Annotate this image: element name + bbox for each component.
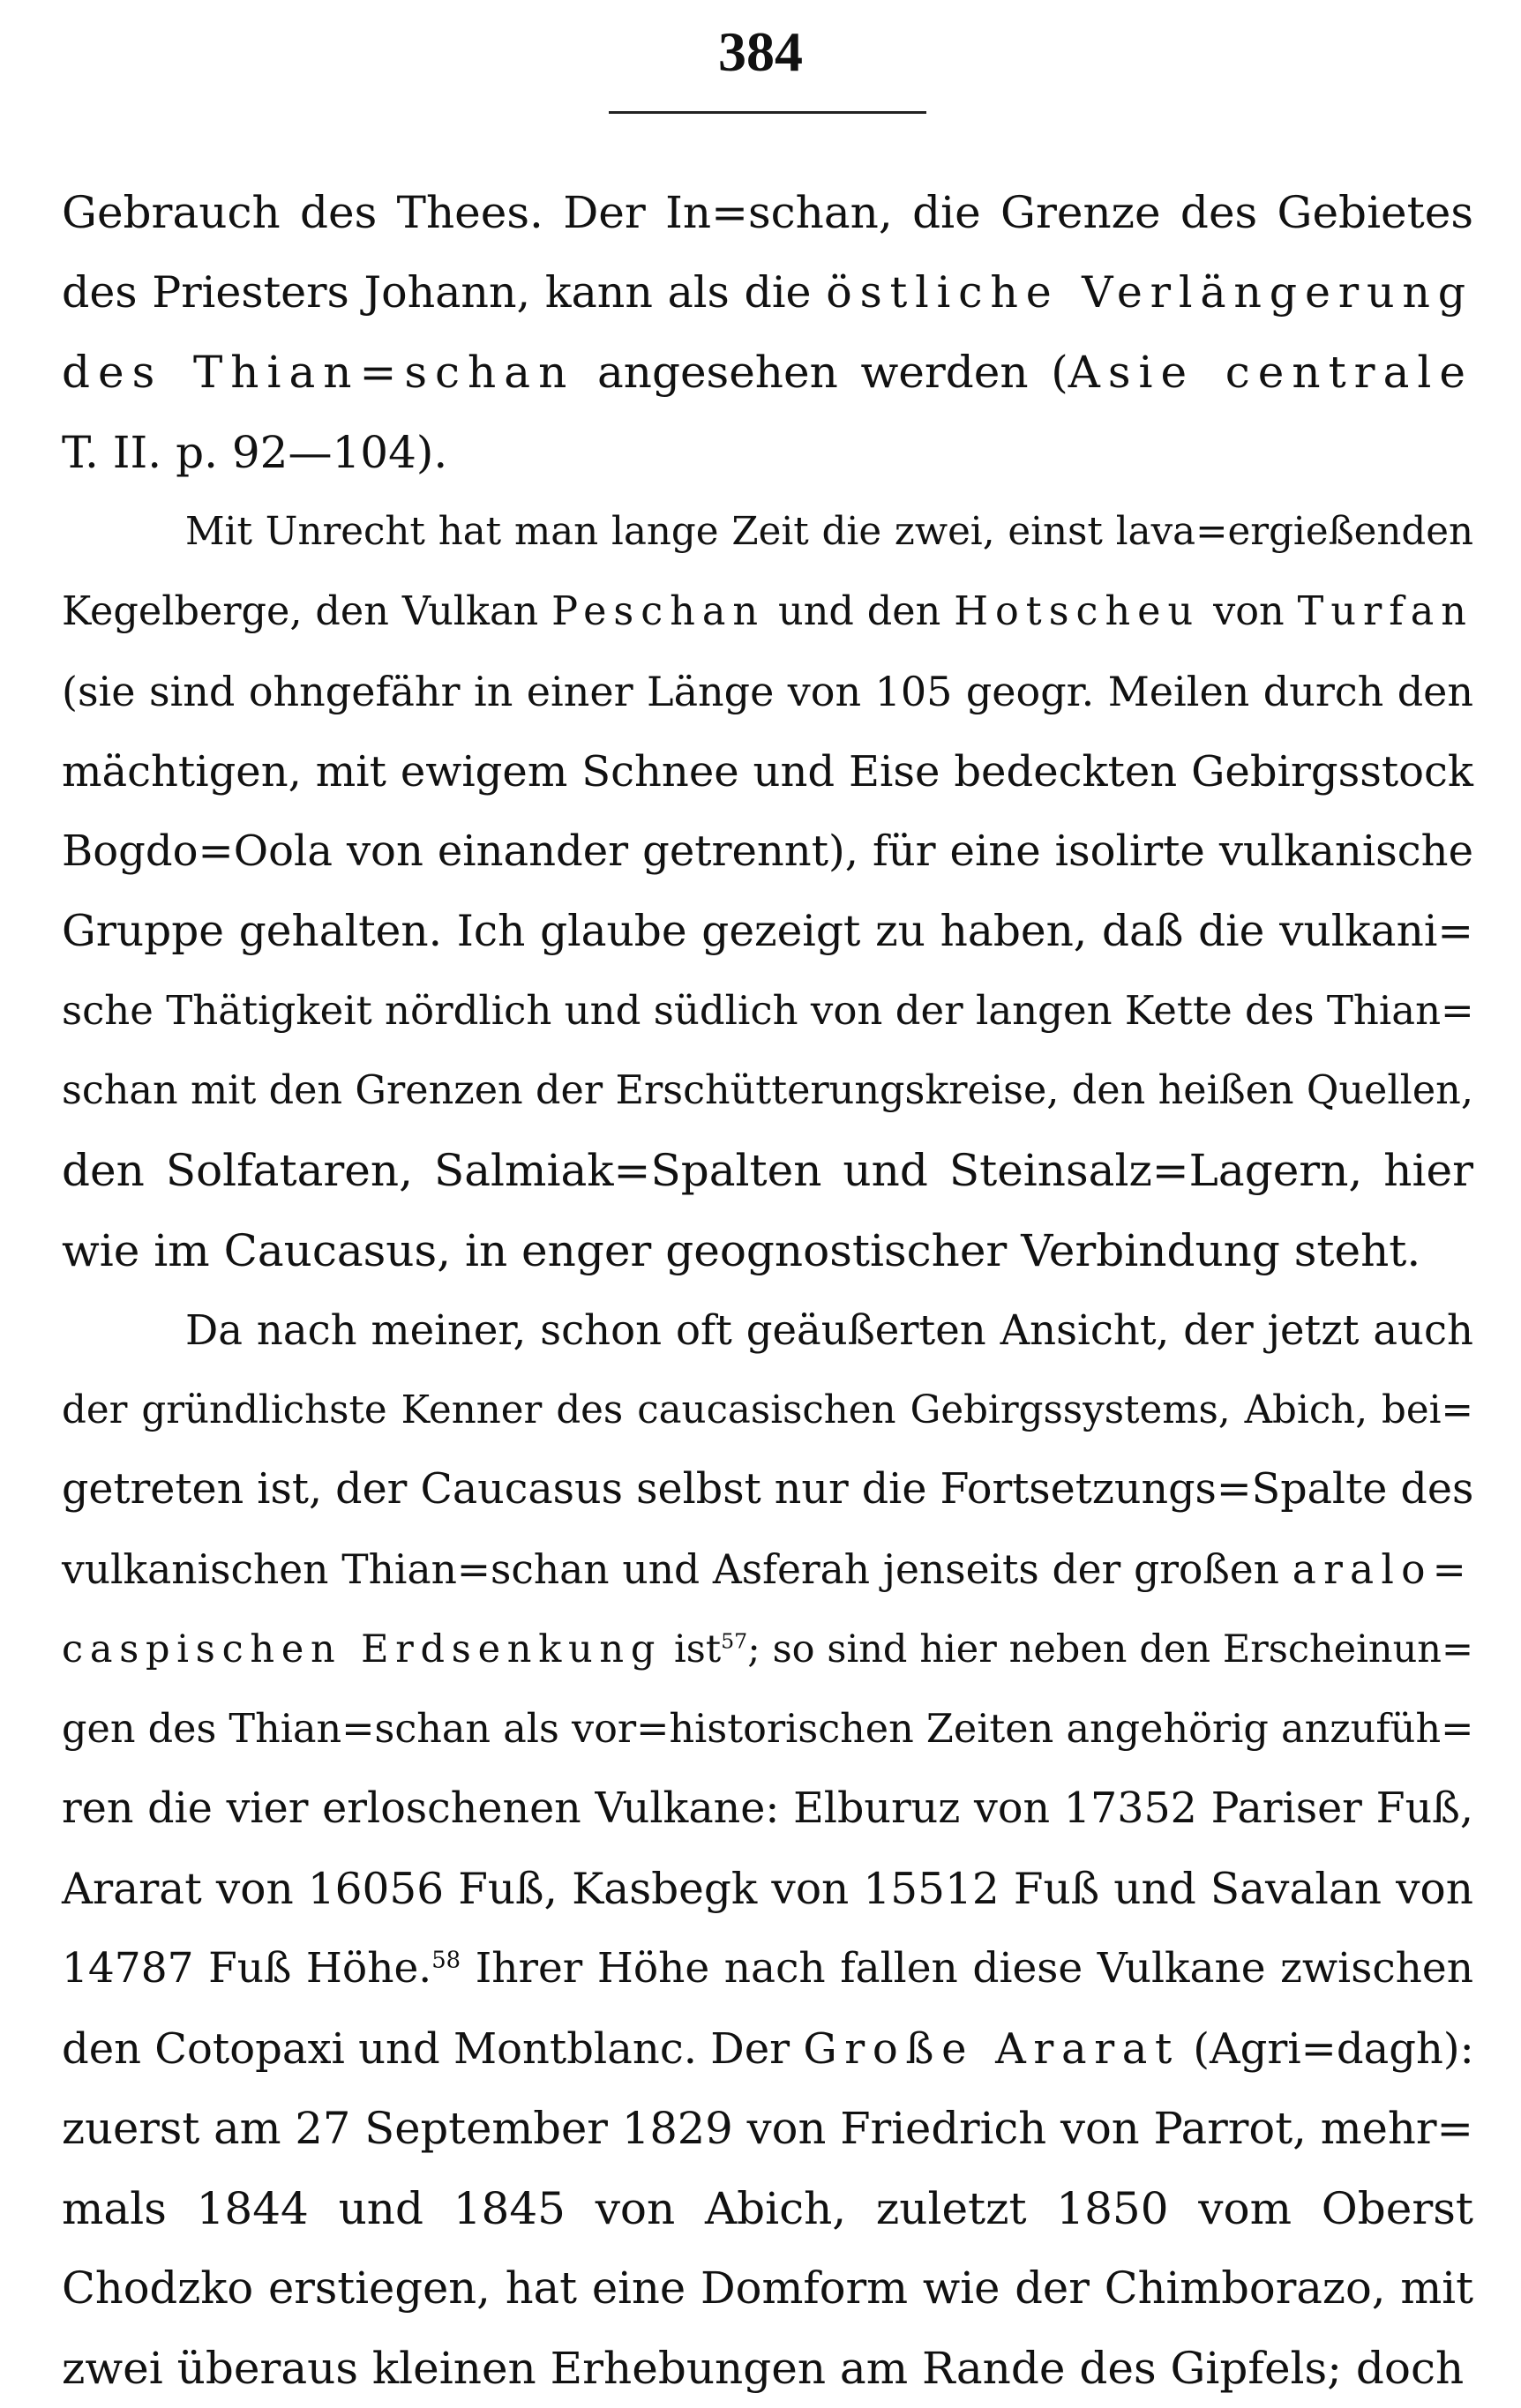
text-run: 14787 Fuß Höhe. — [62, 1944, 431, 1993]
text-line — [62, 1131, 1473, 1211]
text-run: sche Thätigkeit nördlich und südlich von der langen Kette des Thian= — [62, 987, 1474, 1034]
text-run: T. II. p. 92—104). — [62, 427, 447, 478]
text-line — [62, 173, 1473, 253]
text-run: Mit Unrecht hat man lange Zeit die zwei, einst lava=ergießenden — [185, 510, 1473, 554]
spaced-text: aralo= — [1292, 1546, 1473, 1593]
text-run: den Solfataren, Salmiak=Spalten und Steinsalz=Lagern, hier — [62, 1145, 1473, 1196]
text-run: (sie sind ohngefähr in einer Länge von 105 geogr. Meilen durch den — [62, 668, 1473, 715]
text-run: ; so sind hier neben den Erscheinun= — [747, 1627, 1473, 1671]
text-line — [62, 732, 1473, 812]
footnote-ref: 58 — [431, 1947, 461, 1973]
text-line — [62, 2009, 1473, 2090]
text-run: getreten ist, der Caucasus selbst nur die Fortsetzungs=Spalte des — [62, 1465, 1473, 1514]
text-line — [62, 971, 1473, 1051]
text-line — [62, 333, 1473, 413]
text-line — [62, 652, 1473, 732]
text-line — [62, 1929, 1473, 2009]
text-line — [62, 892, 1473, 972]
header-rule — [609, 111, 926, 114]
text-run: Chodzko erstiegen, hat eine Domform wie der Chimborazo, mit — [62, 2262, 1473, 2314]
text-run: zuerst am 27 September 1829 von Friedrich von Parrot, mehr= — [62, 2103, 1473, 2154]
spaced-text: des Thian=schan — [62, 347, 574, 398]
text-run: zwei überaus kleinen Erhebungen am Rande des Gipfels; doch — [62, 2343, 1464, 2394]
text-line — [62, 1690, 1473, 1770]
text-run: schan mit den Grenzen der Erschütterungskreise, den heißen Quellen, — [62, 1068, 1473, 1113]
text-run: mächtigen, mit ewigem Schnee und Eise bedeckten Gebirgsstock — [62, 747, 1473, 796]
text-line — [62, 413, 1473, 493]
text-run: Kegelberge, den Vulkan — [62, 589, 551, 634]
text-line — [62, 1290, 1473, 1371]
spaced-text: östliche Verlängerung — [826, 267, 1473, 318]
spaced-text: Turfan — [1298, 589, 1473, 634]
text-line — [62, 2248, 1473, 2329]
text-line — [62, 2089, 1473, 2169]
spaced-text: caspischen Erdsenkung — [62, 1627, 662, 1671]
text-run: (Agri=dagh): — [1180, 2024, 1474, 2074]
text-run: der gründlichste Kenner des caucasischen Gebirgssystems, Abich, bei= — [62, 1388, 1473, 1432]
text-line — [62, 253, 1473, 333]
footnote-ref: 57 — [721, 1629, 747, 1654]
text-run: und den — [765, 589, 954, 634]
text-line — [62, 1850, 1473, 1930]
paragraph — [62, 173, 1473, 492]
text-run: ist — [662, 1627, 721, 1671]
text-run: Da nach meiner, schon oft geäußerten Ansicht, der jetzt auch — [185, 1306, 1473, 1354]
text-run: Gruppe gehalten. Ich glaube gezeigt zu haben, daß die vulkani= — [62, 907, 1473, 956]
paragraph — [62, 492, 1473, 1290]
spaced-text: Asie centrale — [1068, 347, 1473, 398]
text-line — [62, 1530, 1473, 1611]
text-run: wie im Caucasus, in enger geognostischer Verbindung steht. — [62, 1225, 1420, 1276]
spaced-text: Hotscheu — [954, 589, 1200, 634]
text-line — [62, 492, 1473, 572]
text-line — [62, 1211, 1473, 1291]
paragraph — [62, 1290, 1473, 2408]
text-line — [62, 1450, 1473, 1530]
page-number: 384 — [0, 19, 1521, 85]
text-run: Gebrauch des Thees. Der In=schan, die Grenze des Gebietes — [62, 187, 1473, 238]
text-line — [62, 1051, 1473, 1132]
text-run: Ihrer Höhe nach fallen diese Vulkane zwischen — [461, 1944, 1473, 1993]
text-line — [62, 2329, 1473, 2408]
text-run: von — [1200, 589, 1297, 634]
text-run: mals 1844 und 1845 von Abich, zuletzt 1850 vom Oberst — [62, 2183, 1473, 2234]
text-run: gen des Thian=schan als vor=historischen Zeiten angehörig anzufüh= — [62, 1707, 1473, 1752]
text-line — [62, 572, 1473, 653]
text-run: den Cotopaxi und Montblanc. Der — [62, 2024, 803, 2074]
text-run: Bogdo=Oola von einander getrennt), für eine isolirte vulkanische — [62, 826, 1473, 876]
text-line — [62, 811, 1473, 892]
text-run: ren die vier erloschenen Vulkane: Elburuz von 17352 Pariser Fuß, — [62, 1784, 1473, 1833]
text-run: angesehen werden ( — [574, 347, 1068, 398]
text-line — [62, 2169, 1473, 2249]
text-line — [62, 1371, 1473, 1451]
text-run: des Priesters Johann, kann als die — [62, 267, 826, 318]
text-line — [62, 1769, 1473, 1850]
spaced-text: Peschan — [551, 589, 765, 634]
text-run: vulkanischen Thian=schan und Asferah jenseits der großen — [62, 1546, 1292, 1593]
text-line — [62, 1610, 1473, 1690]
text-run: Ararat von 16056 Fuß, Kasbegk von 15512 Fuß und Savalan von — [62, 1865, 1473, 1914]
spaced-text: Große Ararat — [803, 2024, 1180, 2074]
text-body — [62, 173, 1473, 2408]
